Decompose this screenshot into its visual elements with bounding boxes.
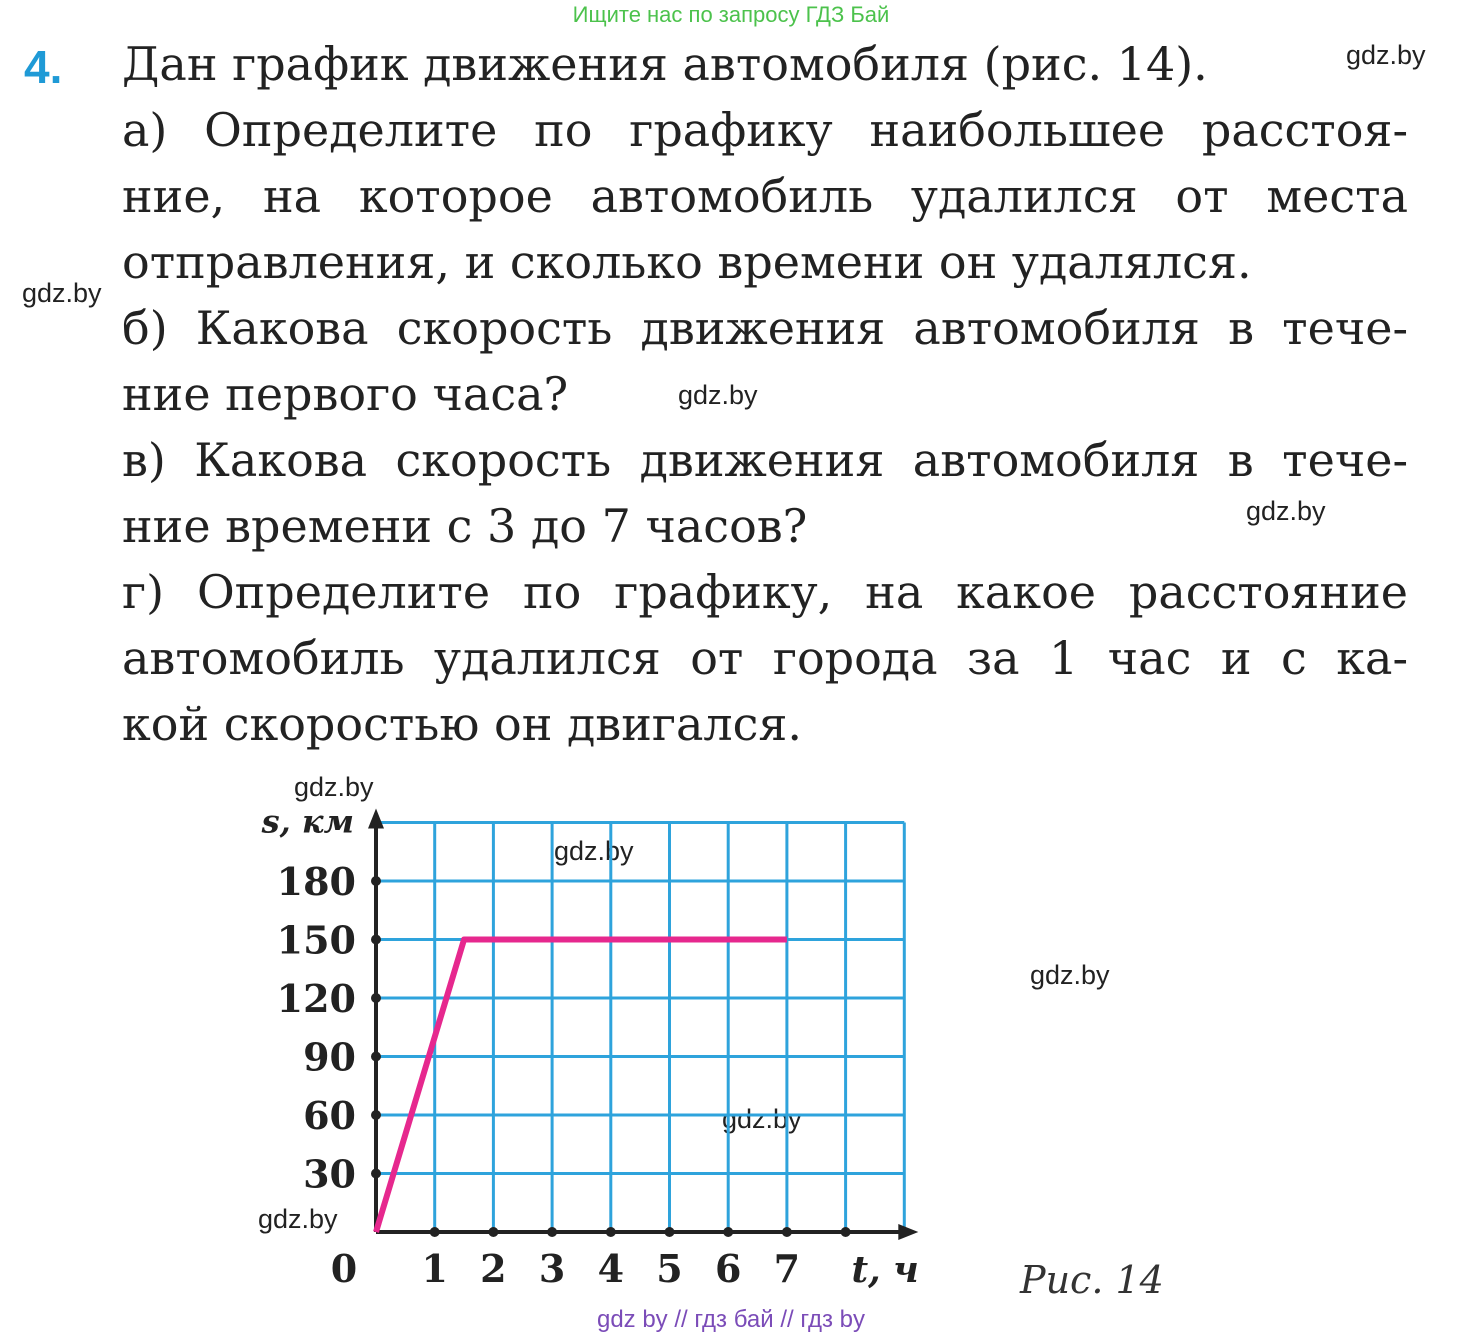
y-tick-dot (371, 935, 381, 945)
figure-caption: Рис. 14 (1020, 1258, 1164, 1302)
x-tick-label: 4 (597, 1246, 625, 1291)
y-axis-label: s, км (261, 802, 354, 841)
x-tick-dot (665, 1227, 675, 1237)
x-tick-dot (488, 1227, 498, 1237)
watermark: gdz.by (22, 278, 102, 308)
chart-axes (368, 809, 918, 1241)
x-axis-arrow (898, 1224, 918, 1240)
x-tick-dot (430, 1227, 440, 1237)
origin-label: 0 (330, 1246, 358, 1291)
series-line (376, 940, 787, 1233)
watermark: gdz.by (258, 1204, 338, 1234)
watermark: gdz.by (554, 836, 634, 866)
watermark: gdz.by (1246, 496, 1326, 526)
x-tick-label: 7 (773, 1246, 801, 1291)
y-tick-dot (371, 1169, 381, 1179)
y-tick-label: 90 (303, 1034, 356, 1080)
y-tick-label: 60 (303, 1093, 356, 1138)
y-tick-dot (371, 1052, 381, 1062)
x-tick-dot (841, 1227, 851, 1237)
x-tick-label: 6 (714, 1246, 742, 1291)
x-tick-label: 5 (656, 1246, 683, 1291)
x-tick-dot (782, 1227, 792, 1237)
x-tick-label: 1 (421, 1246, 448, 1291)
y-tick-label: 30 (303, 1151, 356, 1197)
task-number: 4. (24, 41, 63, 93)
footer-watermark: gdz by // гдз бай // гдз by (596, 1306, 866, 1333)
watermark: gdz.by (1346, 40, 1426, 70)
x-tick-label: 2 (480, 1246, 507, 1291)
watermark: gdz.by (294, 772, 374, 802)
chart-ticks (277, 859, 851, 1291)
task-line: ние, на которое автомобиль удалился от места (122, 169, 1408, 223)
task-line: г) Определите по графику, на какое расстояние (122, 565, 1408, 619)
x-tick-label: 3 (538, 1246, 566, 1291)
watermark: gdz.by (678, 380, 758, 410)
task-line: в) Какова скорость движения автомобиля в тече- (122, 433, 1408, 487)
watermark: gdz.by (1030, 960, 1110, 990)
task-line: б) Какова скорость движения автомобиля в тече- (122, 301, 1408, 355)
watermark: gdz.by (722, 1104, 802, 1134)
distance-time-chart (230, 800, 920, 1300)
y-tick-label: 150 (276, 917, 356, 963)
task-line: автомобиль удалился от города за 1 час и с ка- (122, 631, 1408, 685)
task-line: кой скоростью он двигался. (122, 697, 803, 751)
y-axis-arrow (368, 809, 384, 829)
task-line: а) Определите по графику наибольшее расстоя- (122, 103, 1408, 157)
x-axis-label: t, ч (851, 1249, 919, 1291)
y-tick-dot (371, 876, 381, 886)
x-tick-dot (606, 1227, 616, 1237)
task-line: Дан график движения автомобиля (рис. 14). (122, 37, 1208, 91)
task-line: ние времени с 3 до 7 часов? (122, 499, 808, 553)
x-tick-dot (723, 1227, 733, 1237)
task-line: отправления, и сколько времени он удалялся. (122, 235, 1252, 289)
y-tick-dot (371, 1110, 381, 1120)
y-tick-label: 120 (276, 976, 356, 1021)
task-line: ние первого часа? (122, 367, 569, 421)
x-tick-dot (547, 1227, 557, 1237)
chart-grid (376, 823, 904, 1233)
y-tick-dot (371, 993, 381, 1003)
y-tick-label: 180 (276, 859, 356, 904)
top-banner: Ищите нас по запросу ГДЗ Бай (572, 2, 890, 27)
